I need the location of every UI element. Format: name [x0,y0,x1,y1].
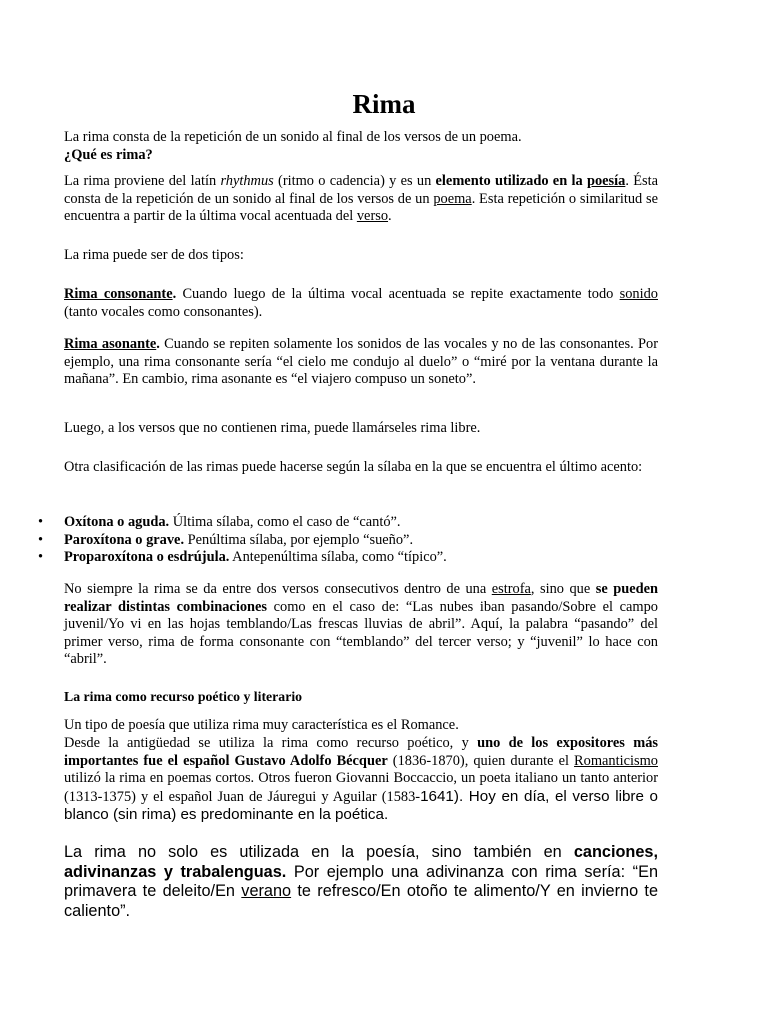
list-item-bold: Oxítona o aguda. [64,514,170,530]
romance-paragraph: Un tipo de poesía que utiliza rima muy característica es el Romance. [64,717,459,733]
def-text-10: . [388,208,392,225]
consonante-text-2: (tanto vocales como consonantes). [64,303,263,320]
def-bold-text: elemento utilizado en la [435,173,587,189]
estrofa-bold: se pueden realizar distintas combinaciones [64,581,658,615]
bullet-icon: • [38,514,44,530]
canciones-paragraph [64,843,658,921]
libre-paragraph: Luego, a los versos que no contienen rima, puede llamárseles rima libre. [64,420,481,436]
list-item [38,549,658,567]
list-item-bold: Paroxítona o grave. [64,531,185,548]
antiguedad-paragraph [64,735,658,825]
list-item [38,514,658,532]
antiguedad-text-3: utilizó la rima en poemas cortos. Otros fueron Giovanni Boccaccio, un poeta italiano un tanto anterior (1313-1375) y el español Juan de Jáuregui y Aguilar (1583- [64,770,658,805]
intro-paragraph [64,129,658,164]
asonante-text: Cuando se repiten solamente los sonidos de las vocales y no de las consonantes. Por ejemplo, una rima consonante sería “el cielo me condujo al duelo” o “miré por la ventana durante la mañana”. En cambio, rima asonante es “el viajero compuso un soneto”. [64,336,658,388]
consonante-paragraph [64,286,658,321]
antiguedad-text-2: (1836-1870), quien durante el [387,752,575,769]
def-text-3: (ritmo o cadencia) y es un [273,173,436,189]
consonante-label: Rima consonante [64,286,173,302]
estrofa-paragraph [64,581,658,669]
estrofa-link[interactable]: estrofa [491,581,531,597]
canciones-bold: canciones, adivinanzas y trabalenguas. [64,843,658,881]
antiguedad-year-end: 1641). [420,787,464,805]
bullet-icon: • [38,549,44,566]
asonante-label: Rima asonante [64,336,157,352]
def-text-1: La rima proviene del latín [64,173,221,189]
consonante-dot: . [172,286,177,302]
def-latin-word: rhythmus [220,173,274,189]
def-text-8: . Esta repetición o similaritud se encuentra a partir de la última vocal acentuada del [64,190,658,225]
types-intro: La rima puede ser de dos tipos: [64,247,244,263]
definition-paragraph [64,173,658,226]
otra-paragraph: Otra clasificación de las rimas puede hacerse según la sílaba en la que se encuentra el último acento: [64,459,643,475]
estrofa-text-2: , sino que [530,581,596,597]
question-heading: ¿Qué es rima? [64,146,153,163]
antiguedad-bold: uno de los expositores más importantes fue el español Gustavo Adolfo Bécquer [64,735,658,769]
def-text-6: . Ésta consta de la repetición de un sonido al final de los versos de un [64,173,658,207]
canciones-text-3: te refresco/En otoño te alimento/Y en invierno te caliento”. [64,882,659,920]
list-item [38,531,658,550]
asonante-paragraph [64,336,658,389]
verso-link[interactable]: verso [356,208,389,225]
estrofa-text-3: como en el caso de: “Las nubes iban pasando/Sobre el campo juvenil/Yo vi en las hojas temblando/Las frescas lluvias de abril”. Aquí, la palabra “pasando” del primer verso, rima de forma consonante con “temblando” del tercer verso; y “juvenil” lo hace con “abril”. [64,598,658,668]
poema-link[interactable]: poema [433,190,472,207]
accent-list [38,514,658,567]
antiguedad-text-1: Desde la antigüedad se utiliza la rima como recurso poético, y [64,735,478,751]
list-item-text: Antepenúltima sílaba, como “típico”. [229,549,447,566]
poesia-link[interactable]: poesía [586,173,626,189]
bullet-icon: • [38,531,44,548]
list-item-text: Penúltima sílaba, por ejemplo “sueño”. [184,531,414,548]
consonante-text-1: Cuando luego de la última vocal acentuada se repite exactamente todo [176,286,620,302]
antiguedad-text-4: Hoy en día, el verso libre o blanco (sin rima) es predominante en la poética. [64,787,658,824]
list-item-text: Última sílaba, como el caso de “cantó”. [169,514,401,530]
romanticismo-link[interactable]: Romanticismo [574,752,658,769]
canciones-text-2: Por ejemplo una adivinanza con rima sería: “En primavera te deleito/En [64,862,658,900]
canciones-text-1: La rima no solo es utilizada en la poesía, sino también en [64,843,574,861]
section-heading: La rima como recurso poético y literario [64,689,303,704]
list-item-bold: Proparoxítona o esdrújula. [64,549,230,566]
intro-text: La rima consta de la repetición de un sonido al final de los versos de un poema. [64,129,522,145]
sonido-link[interactable]: sonido [619,286,658,302]
page-title: Rima [352,89,416,119]
asonante-dot: . [156,336,160,352]
estrofa-text-1: No siempre la rima se da entre dos versos consecutivos dentro de una [64,581,492,597]
verano-link[interactable]: verano [241,882,292,900]
